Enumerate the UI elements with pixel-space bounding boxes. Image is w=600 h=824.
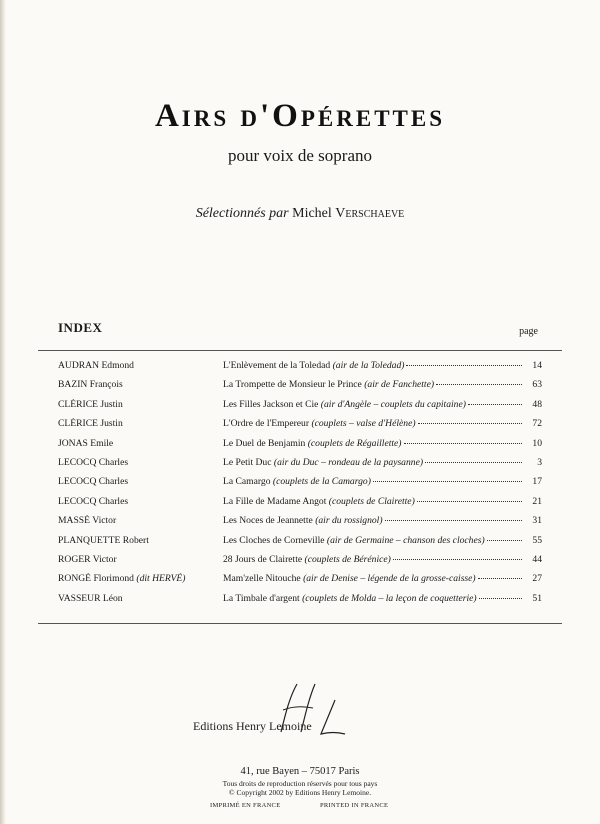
aria-description: (air de Germaine – chanson des cloches): [326, 534, 485, 546]
index-entry: [58, 418, 542, 437]
index-entry: [58, 476, 542, 495]
dot-leader: [468, 404, 522, 405]
printed-in-france: PRINTED IN FRANCE: [320, 802, 389, 809]
work-title: [223, 476, 371, 487]
composer-name: [58, 535, 223, 546]
work-title: [223, 593, 477, 604]
dot-leader: [385, 520, 522, 521]
work-cell: [223, 476, 542, 487]
aria-description: (couplets de la Camargo): [272, 476, 371, 488]
dot-leader: [393, 559, 522, 560]
aria-description: (air de Fanchette): [364, 379, 435, 391]
index-entry: [58, 496, 542, 515]
index-entry: [58, 535, 542, 554]
work-cell: [223, 418, 542, 429]
composer-name: [58, 418, 223, 429]
aria-description: (air du Duc – rondeau de la paysanne): [273, 456, 424, 468]
dot-leader: [479, 598, 522, 599]
opera-title: Le Petit Duc: [223, 456, 272, 468]
composer-text: CLÉRICE Justin: [58, 398, 123, 410]
index-list: [58, 360, 542, 612]
work-title: [223, 457, 423, 468]
aria-description: (air de la Toledad): [332, 360, 405, 371]
composer-name: [58, 438, 223, 449]
dot-leader: [418, 423, 522, 424]
aria-description: (air d'Angèle – couplets du capitaine): [320, 398, 466, 410]
index-entry: [58, 593, 542, 612]
work-cell: [223, 593, 542, 604]
dot-leader: [373, 481, 522, 482]
opera-title: L'Enlèvement de la Toledad: [223, 360, 331, 371]
work-title: [223, 438, 402, 449]
aria-description: (couplets de Molda – la leçon de coquetterie): [302, 592, 477, 604]
page-number: 44: [532, 553, 542, 565]
work-cell: [223, 457, 542, 468]
composer-text: PLANQUETTE Robert: [58, 534, 149, 546]
opera-title: L'Ordre de l'Empereur: [223, 418, 310, 430]
work-cell: [223, 399, 542, 410]
composer-name: [58, 573, 223, 584]
index-entry: [58, 399, 542, 418]
aria-description: (couplets de Régaillette): [307, 437, 402, 449]
opera-title: Les Noces de Jeannette: [223, 515, 313, 527]
index-entry: [58, 438, 542, 457]
index-entry: [58, 379, 542, 398]
work-title: [223, 535, 485, 546]
work-title: [223, 573, 476, 584]
opera-title: Le Duel de Benjamin: [223, 437, 306, 449]
work-cell: [223, 515, 542, 526]
rights-notice: [0, 779, 600, 797]
composer-name: [58, 399, 223, 410]
aria-description: (couplets – valse d'Hélène): [311, 418, 416, 430]
composer-name: [58, 515, 223, 526]
page-number: 51: [532, 592, 542, 604]
composer-text: LECOCQ Charles: [58, 476, 129, 488]
dot-leader: [478, 578, 522, 579]
page-number: 48: [532, 398, 542, 410]
index-heading: INDEX: [58, 320, 103, 335]
composer-name: [58, 554, 223, 565]
page-number: 17: [532, 476, 542, 488]
dot-leader: [404, 443, 522, 444]
dot-leader: [406, 365, 522, 366]
dot-leader: [425, 462, 522, 463]
composer-name: [58, 496, 223, 507]
aria-description: (air de Denise – légende de la grosse-caisse): [303, 573, 476, 585]
opera-title: La Camargo: [223, 476, 271, 488]
page-number: 72: [532, 418, 542, 430]
work-cell: [223, 535, 542, 546]
composer-text: LECOCQ Charles: [58, 495, 129, 507]
selection-lastname: Verschaeve: [335, 206, 405, 221]
opera-title: Les Cloches de Corneville: [223, 534, 325, 546]
work-title: [223, 496, 415, 507]
opera-title: La Trompette de Monsieur le Prince: [223, 379, 362, 391]
page-title: Airs d'Opérettes: [154, 98, 446, 134]
opera-title: 28 Jours de Clairette: [223, 553, 303, 565]
work-cell: [223, 379, 542, 390]
page-subtitle: pour voix de soprano: [227, 146, 372, 165]
selection-firstname: Michel: [292, 206, 332, 221]
work-cell: [223, 496, 542, 507]
composer-text: JONAS Emile: [58, 437, 114, 449]
composer-text: RONGÉ Florimond: [58, 573, 134, 585]
page-number: 3: [537, 456, 542, 468]
imprime-en-france: IMPRIMÉ EN FRANCE: [210, 802, 281, 809]
work-title: [223, 360, 404, 371]
page-number: 63: [532, 379, 542, 391]
page-number: 27: [532, 573, 542, 585]
work-title: [223, 379, 434, 390]
opera-title: La Timbale d'argent: [223, 592, 300, 604]
publisher-editions: Editions Henry Lemoine: [193, 719, 312, 733]
page-number: 21: [532, 495, 542, 507]
work-title: [223, 399, 466, 410]
opera-title: Mam'zelle Nitouche: [223, 573, 301, 585]
index-entry: [58, 360, 542, 379]
work-cell: [223, 573, 542, 584]
aria-description: (couplets de Bérénice): [304, 553, 391, 565]
dot-leader: [417, 501, 522, 502]
selection-credit: [0, 206, 600, 222]
work-cell: [223, 360, 542, 371]
publisher-logo-icon: [185, 680, 415, 740]
dot-leader: [436, 384, 522, 385]
page-column-heading: page: [519, 326, 538, 337]
composer-text: AUDRAN Edmond: [58, 360, 134, 371]
work-title: [223, 554, 391, 565]
copyright-line: © Copyright 2002 by Editions Henry Lemoine.: [228, 788, 372, 797]
index-entry: [58, 457, 542, 476]
composer-text: LECOCQ Charles: [58, 456, 129, 468]
aria-description: (couplets de Clairette): [328, 495, 415, 507]
composer-text: VASSEUR Léon: [58, 592, 123, 604]
composer-name: [58, 593, 223, 604]
work-title: [223, 418, 416, 429]
composer-name: [58, 360, 223, 371]
work-title: [223, 515, 383, 526]
composer-name: [58, 476, 223, 487]
composer-text: MASSÉ Victor: [58, 515, 117, 527]
index-bottom-rule: [38, 623, 562, 624]
opera-title: La Fille de Madame Angot: [223, 495, 327, 507]
composer-note: (dit HERVÉ): [136, 573, 186, 585]
aria-description: (air du rossignol): [315, 515, 383, 527]
index-entry: [58, 554, 542, 573]
page-number: 14: [532, 360, 542, 371]
publisher-logo: [0, 680, 600, 733]
composer-text: ROGER Victor: [58, 553, 117, 565]
work-cell: [223, 554, 542, 565]
opera-title: Les Filles Jackson et Cie: [223, 398, 319, 410]
work-cell: [223, 438, 542, 449]
composer-text: CLÉRICE Justin: [58, 418, 123, 430]
index-top-rule: [38, 350, 562, 351]
composer-name: [58, 379, 223, 390]
dot-leader: [487, 540, 522, 541]
index-entry: [58, 573, 542, 592]
composer-text: BAZIN François: [58, 379, 123, 391]
page-number: 10: [532, 437, 542, 449]
publisher-address: 41, rue Bayen – 75017 Paris: [240, 766, 360, 777]
selection-prefix: Sélectionnés par: [195, 206, 289, 221]
rights-line-1: Tous droits de reproduction réservés pour tous pays: [222, 779, 378, 788]
page-number: 31: [532, 515, 542, 527]
page-number: 55: [532, 534, 542, 546]
index-entry: [58, 515, 542, 534]
composer-name: [58, 457, 223, 468]
